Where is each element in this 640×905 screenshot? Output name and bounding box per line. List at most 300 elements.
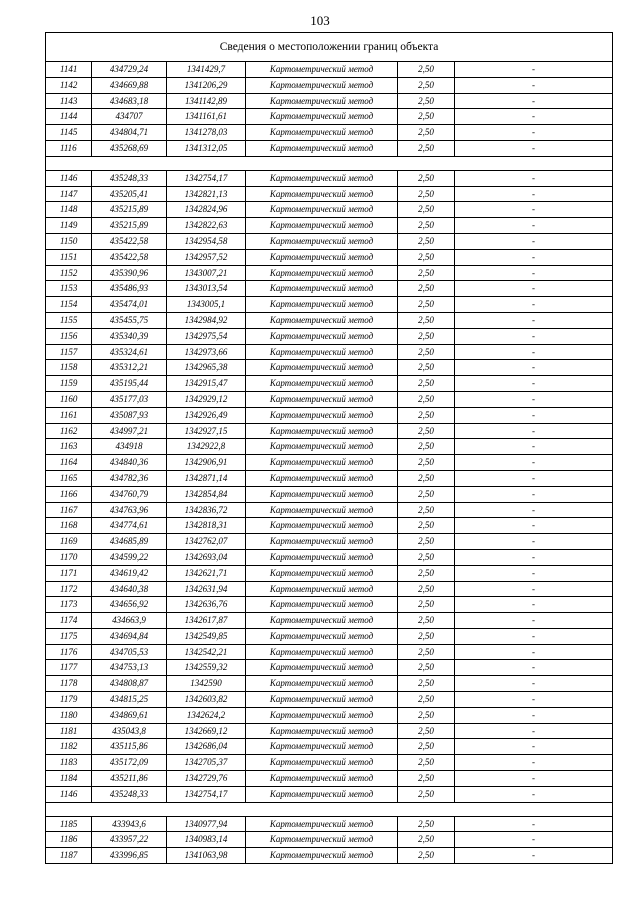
y-coordinate-cell: 1342669,12: [167, 724, 246, 739]
description-cell: -: [532, 694, 535, 705]
table-row: [46, 424, 612, 440]
accuracy-cell: 2,50: [398, 676, 455, 691]
y-coordinate-cell: 1340983,14: [167, 832, 246, 847]
table-row: [46, 613, 612, 629]
table-row: [46, 392, 612, 408]
x-coordinate-cell: 435422,58: [92, 234, 167, 249]
x-coordinate-cell: 434683,18: [92, 94, 167, 109]
y-coordinate-cell: 1342906,91: [167, 455, 246, 470]
point-number-cell: 1181: [46, 724, 92, 739]
method-cell: Картометрический метод: [246, 424, 398, 439]
x-coordinate-cell: 434656,92: [92, 597, 167, 612]
y-coordinate-cell: 1342821,13: [167, 187, 246, 202]
point-number-cell: 1157: [46, 345, 92, 360]
point-number-cell: 1143: [46, 94, 92, 109]
method-cell: Картометрический метод: [246, 787, 398, 802]
method-cell: Картометрический метод: [246, 455, 398, 470]
point-number-cell: 1183: [46, 755, 92, 770]
y-coordinate-cell: 1342754,17: [167, 171, 246, 186]
method-cell: Картометрический метод: [246, 645, 398, 660]
point-number-cell: 1178: [46, 676, 92, 691]
x-coordinate-cell: 434753,13: [92, 660, 167, 675]
description-cell: -: [532, 188, 535, 199]
description-cell: -: [532, 662, 535, 673]
accuracy-cell: 2,50: [398, 141, 455, 156]
table-row: [46, 629, 612, 645]
point-number-cell: 1145: [46, 125, 92, 140]
description-cell: -: [532, 818, 535, 829]
y-coordinate-cell: 1341063,98: [167, 848, 246, 863]
table-row: [46, 692, 612, 708]
table-row: [46, 534, 612, 550]
accuracy-cell: 2,50: [398, 597, 455, 612]
table-row: [46, 724, 612, 740]
point-number-cell: 1164: [46, 455, 92, 470]
y-coordinate-cell: 1341142,89: [167, 94, 246, 109]
method-cell: Картометрический метод: [246, 187, 398, 202]
accuracy-cell: 2,50: [398, 629, 455, 644]
x-coordinate-cell: 434763,96: [92, 503, 167, 518]
accuracy-cell: 2,50: [398, 739, 455, 754]
description-cell: -: [532, 615, 535, 626]
description-cell: -: [532, 425, 535, 436]
accuracy-cell: 2,50: [398, 518, 455, 533]
description-cell: -: [532, 709, 535, 720]
x-coordinate-cell: 434918: [92, 439, 167, 454]
y-coordinate-cell: 1342559,32: [167, 660, 246, 675]
method-cell: Картометрический метод: [246, 708, 398, 723]
x-coordinate-cell: 435043,8: [92, 724, 167, 739]
y-coordinate-cell: 1342621,71: [167, 566, 246, 581]
table-row: [46, 345, 612, 361]
table-row: [46, 787, 612, 803]
description-cell: -: [532, 95, 535, 106]
accuracy-cell: 2,50: [398, 692, 455, 707]
method-cell: Картометрический метод: [246, 676, 398, 691]
description-cell: -: [532, 251, 535, 262]
table-row: [46, 676, 612, 692]
accuracy-cell: 2,50: [398, 234, 455, 249]
accuracy-cell: 2,50: [398, 755, 455, 770]
y-coordinate-cell: 1342624,2: [167, 708, 246, 723]
method-cell: Картометрический метод: [246, 313, 398, 328]
method-cell: Картометрический метод: [246, 218, 398, 233]
point-number-cell: 1146: [46, 171, 92, 186]
table-row: [46, 739, 612, 755]
accuracy-cell: 2,50: [398, 708, 455, 723]
group-separator-row: [46, 157, 612, 171]
x-coordinate-cell: 434705,53: [92, 645, 167, 660]
point-number-cell: 1170: [46, 550, 92, 565]
x-coordinate-cell: 433957,22: [92, 832, 167, 847]
table-row: [46, 78, 612, 94]
point-number-cell: 1146: [46, 787, 92, 802]
table-row: [46, 550, 612, 566]
accuracy-cell: 2,50: [398, 62, 455, 77]
description-cell: -: [532, 488, 535, 499]
accuracy-cell: 2,50: [398, 550, 455, 565]
description-cell: -: [532, 441, 535, 452]
description-cell: -: [532, 64, 535, 74]
table-row: [46, 360, 612, 376]
description-cell: -: [532, 172, 535, 183]
point-number-cell: 1156: [46, 329, 92, 344]
x-coordinate-cell: 434707: [92, 109, 167, 124]
y-coordinate-cell: 1342915,47: [167, 376, 246, 391]
description-cell: -: [532, 583, 535, 594]
table-row: [46, 518, 612, 534]
method-cell: Картометрический метод: [246, 392, 398, 407]
table-row: [46, 94, 612, 110]
y-coordinate-cell: 1342954,58: [167, 234, 246, 249]
table-row: [46, 250, 612, 266]
table-row: [46, 266, 612, 282]
description-cell: -: [532, 127, 535, 138]
point-number-cell: 1165: [46, 471, 92, 486]
description-cell: -: [532, 741, 535, 752]
x-coordinate-cell: 434619,42: [92, 566, 167, 581]
x-coordinate-cell: 434782,36: [92, 471, 167, 486]
point-number-cell: 1180: [46, 708, 92, 723]
x-coordinate-cell: 435390,96: [92, 266, 167, 281]
description-cell: -: [532, 204, 535, 215]
y-coordinate-cell: 1342965,38: [167, 360, 246, 375]
y-coordinate-cell: 1342984,92: [167, 313, 246, 328]
table-row: [46, 597, 612, 613]
x-coordinate-cell: 434599,22: [92, 550, 167, 565]
point-number-cell: 1179: [46, 692, 92, 707]
group-separator-row: [46, 803, 612, 817]
point-number-cell: 1163: [46, 439, 92, 454]
accuracy-cell: 2,50: [398, 771, 455, 786]
point-number-cell: 1153: [46, 281, 92, 296]
description-cell: -: [532, 378, 535, 389]
x-coordinate-cell: 435312,21: [92, 360, 167, 375]
method-cell: Картометрический метод: [246, 171, 398, 186]
description-cell: -: [532, 472, 535, 483]
table-row: [46, 125, 612, 141]
y-coordinate-cell: 1342957,52: [167, 250, 246, 265]
point-number-cell: 1186: [46, 832, 92, 847]
method-cell: Картометрический метод: [246, 755, 398, 770]
description-cell: -: [532, 299, 535, 310]
y-coordinate-cell: 1342927,15: [167, 424, 246, 439]
x-coordinate-cell: 434669,88: [92, 78, 167, 93]
table-row: [46, 708, 612, 724]
table-body: [46, 62, 612, 863]
description-cell: -: [532, 757, 535, 768]
y-coordinate-cell: 1342871,14: [167, 471, 246, 486]
y-coordinate-cell: 1342542,21: [167, 645, 246, 660]
accuracy-cell: 2,50: [398, 660, 455, 675]
method-cell: Картометрический метод: [246, 408, 398, 423]
point-number-cell: 1171: [46, 566, 92, 581]
accuracy-cell: 2,50: [398, 218, 455, 233]
description-cell: -: [532, 678, 535, 689]
table-row: [46, 62, 612, 78]
method-cell: Картометрический метод: [246, 109, 398, 124]
y-coordinate-cell: 1342631,94: [167, 582, 246, 597]
x-coordinate-cell: 435211,86: [92, 771, 167, 786]
method-cell: Картометрический метод: [246, 360, 398, 375]
accuracy-cell: 2,50: [398, 125, 455, 140]
accuracy-cell: 2,50: [398, 424, 455, 439]
description-cell: -: [532, 834, 535, 845]
x-coordinate-cell: 435422,58: [92, 250, 167, 265]
table-row: [46, 503, 612, 519]
x-coordinate-cell: 435268,69: [92, 141, 167, 156]
y-coordinate-cell: 1341312,05: [167, 141, 246, 156]
method-cell: Картометрический метод: [246, 281, 398, 296]
accuracy-cell: 2,50: [398, 313, 455, 328]
x-coordinate-cell: 435340,39: [92, 329, 167, 344]
method-cell: Картометрический метод: [246, 660, 398, 675]
point-number-cell: 1155: [46, 313, 92, 328]
y-coordinate-cell: 1343013,54: [167, 281, 246, 296]
x-coordinate-cell: 435172,09: [92, 755, 167, 770]
method-cell: Картометрический метод: [246, 376, 398, 391]
table-row: [46, 645, 612, 661]
y-coordinate-cell: 1341161,61: [167, 109, 246, 124]
method-cell: Картометрический метод: [246, 613, 398, 628]
x-coordinate-cell: 434694,84: [92, 629, 167, 644]
y-coordinate-cell: 1342705,37: [167, 755, 246, 770]
method-cell: Картометрический метод: [246, 250, 398, 265]
method-cell: Картометрический метод: [246, 582, 398, 597]
description-cell: -: [532, 551, 535, 562]
table-row: [46, 109, 612, 125]
point-number-cell: 1144: [46, 109, 92, 124]
y-coordinate-cell: 1342822,63: [167, 218, 246, 233]
y-coordinate-cell: 1342686,04: [167, 739, 246, 754]
y-coordinate-cell: 1341429,7: [167, 62, 246, 77]
method-cell: Картометрический метод: [246, 487, 398, 502]
x-coordinate-cell: 434663,9: [92, 613, 167, 628]
y-coordinate-cell: 1341278,03: [167, 125, 246, 140]
table-row: [46, 471, 612, 487]
x-coordinate-cell: 434815,25: [92, 692, 167, 707]
accuracy-cell: 2,50: [398, 94, 455, 109]
accuracy-cell: 2,50: [398, 171, 455, 186]
description-cell: -: [532, 850, 535, 861]
description-cell: -: [532, 267, 535, 278]
point-number-cell: 1168: [46, 518, 92, 533]
x-coordinate-cell: 435248,33: [92, 787, 167, 802]
method-cell: Картометрический метод: [246, 266, 398, 281]
y-coordinate-cell: 1342975,54: [167, 329, 246, 344]
method-cell: Картометрический метод: [246, 534, 398, 549]
point-number-cell: 1182: [46, 739, 92, 754]
point-number-cell: 1147: [46, 187, 92, 202]
method-cell: Картометрический метод: [246, 94, 398, 109]
method-cell: Картометрический метод: [246, 550, 398, 565]
point-number-cell: 1173: [46, 597, 92, 612]
y-coordinate-cell: 1342617,87: [167, 613, 246, 628]
description-cell: -: [532, 646, 535, 657]
y-coordinate-cell: 1342929,12: [167, 392, 246, 407]
description-cell: -: [532, 773, 535, 784]
y-coordinate-cell: 1342818,31: [167, 518, 246, 533]
table-row: [46, 376, 612, 392]
table-row: [46, 281, 612, 297]
method-cell: Картометрический метод: [246, 739, 398, 754]
accuracy-cell: 2,50: [398, 187, 455, 202]
accuracy-cell: 2,50: [398, 408, 455, 423]
method-cell: Картометрический метод: [246, 78, 398, 93]
accuracy-cell: 2,50: [398, 582, 455, 597]
x-coordinate-cell: 435087,93: [92, 408, 167, 423]
description-cell: -: [532, 536, 535, 547]
table-row: [46, 582, 612, 598]
method-cell: Картометрический метод: [246, 297, 398, 312]
table-row: [46, 234, 612, 250]
method-cell: Картометрический метод: [246, 141, 398, 156]
accuracy-cell: 2,50: [398, 250, 455, 265]
table-row: [46, 313, 612, 329]
x-coordinate-cell: 435455,75: [92, 313, 167, 328]
table-title: Сведения о местоположении границ объекта: [46, 33, 612, 62]
method-cell: Картометрический метод: [246, 817, 398, 832]
point-number-cell: 1141: [46, 62, 92, 77]
point-number-cell: 1174: [46, 613, 92, 628]
table-row: [46, 832, 612, 848]
page-number: 103: [310, 13, 330, 28]
x-coordinate-cell: 434685,89: [92, 534, 167, 549]
accuracy-cell: 2,50: [398, 471, 455, 486]
point-number-cell: 1176: [46, 645, 92, 660]
point-number-cell: 1152: [46, 266, 92, 281]
accuracy-cell: 2,50: [398, 297, 455, 312]
accuracy-cell: 2,50: [398, 613, 455, 628]
x-coordinate-cell: 435205,41: [92, 187, 167, 202]
accuracy-cell: 2,50: [398, 202, 455, 217]
x-coordinate-cell: 434840,36: [92, 455, 167, 470]
description-cell: -: [532, 314, 535, 325]
accuracy-cell: 2,50: [398, 817, 455, 832]
method-cell: Картометрический метод: [246, 771, 398, 786]
table-row: [46, 218, 612, 234]
table-row: [46, 171, 612, 187]
accuracy-cell: 2,50: [398, 439, 455, 454]
x-coordinate-cell: 434808,87: [92, 676, 167, 691]
y-coordinate-cell: 1342754,17: [167, 787, 246, 802]
description-cell: -: [532, 346, 535, 357]
y-coordinate-cell: 1342693,04: [167, 550, 246, 565]
y-coordinate-cell: 1342549,85: [167, 629, 246, 644]
accuracy-cell: 2,50: [398, 503, 455, 518]
description-cell: -: [532, 235, 535, 246]
point-number-cell: 1162: [46, 424, 92, 439]
point-number-cell: 1167: [46, 503, 92, 518]
description-cell: -: [532, 788, 535, 799]
y-coordinate-cell: 1342973,66: [167, 345, 246, 360]
method-cell: Картометрический метод: [246, 329, 398, 344]
method-cell: Картометрический метод: [246, 692, 398, 707]
description-cell: -: [532, 457, 535, 468]
table-row: [46, 817, 612, 833]
method-cell: Картометрический метод: [246, 345, 398, 360]
x-coordinate-cell: 434640,38: [92, 582, 167, 597]
y-coordinate-cell: 1343007,21: [167, 266, 246, 281]
point-number-cell: 1187: [46, 848, 92, 863]
x-coordinate-cell: 434760,79: [92, 487, 167, 502]
accuracy-cell: 2,50: [398, 109, 455, 124]
x-coordinate-cell: 435177,03: [92, 392, 167, 407]
x-coordinate-cell: 435215,89: [92, 202, 167, 217]
table-row: [46, 755, 612, 771]
accuracy-cell: 2,50: [398, 848, 455, 863]
description-cell: -: [532, 330, 535, 341]
method-cell: Картометрический метод: [246, 202, 398, 217]
y-coordinate-cell: 1341206,29: [167, 78, 246, 93]
point-number-cell: 1148: [46, 202, 92, 217]
x-coordinate-cell: 435195,44: [92, 376, 167, 391]
coordinates-table: [45, 32, 613, 864]
y-coordinate-cell: 1342590: [167, 676, 246, 691]
method-cell: Картометрический метод: [246, 518, 398, 533]
point-number-cell: 1185: [46, 817, 92, 832]
description-cell: -: [532, 725, 535, 736]
description-cell: -: [532, 409, 535, 420]
accuracy-cell: 2,50: [398, 78, 455, 93]
accuracy-cell: 2,50: [398, 832, 455, 847]
table-row: [46, 487, 612, 503]
point-number-cell: 1160: [46, 392, 92, 407]
y-coordinate-cell: 1342926,49: [167, 408, 246, 423]
x-coordinate-cell: 433996,85: [92, 848, 167, 863]
table-row: [46, 202, 612, 218]
accuracy-cell: 2,50: [398, 566, 455, 581]
description-cell: -: [532, 520, 535, 531]
description-cell: -: [532, 504, 535, 515]
accuracy-cell: 2,50: [398, 345, 455, 360]
table-row: [46, 141, 612, 157]
table-row: [46, 455, 612, 471]
y-coordinate-cell: 1342824,96: [167, 202, 246, 217]
accuracy-cell: 2,50: [398, 360, 455, 375]
method-cell: Картометрический метод: [246, 832, 398, 847]
description-cell: -: [532, 567, 535, 578]
accuracy-cell: 2,50: [398, 376, 455, 391]
method-cell: Картометрический метод: [246, 439, 398, 454]
x-coordinate-cell: 435474,01: [92, 297, 167, 312]
x-coordinate-cell: 434774,61: [92, 518, 167, 533]
point-number-cell: 1154: [46, 297, 92, 312]
x-coordinate-cell: 435486,93: [92, 281, 167, 296]
method-cell: Картометрический метод: [246, 597, 398, 612]
description-cell: -: [532, 393, 535, 404]
point-number-cell: 1116: [46, 141, 92, 156]
table-row: [46, 771, 612, 787]
accuracy-cell: 2,50: [398, 329, 455, 344]
y-coordinate-cell: 1342603,82: [167, 692, 246, 707]
table-row: [46, 329, 612, 345]
y-coordinate-cell: 1342836,72: [167, 503, 246, 518]
method-cell: Картометрический метод: [246, 62, 398, 77]
x-coordinate-cell: 434997,21: [92, 424, 167, 439]
table-row: [46, 297, 612, 313]
y-coordinate-cell: 1342922,8: [167, 439, 246, 454]
point-number-cell: 1184: [46, 771, 92, 786]
point-number-cell: 1161: [46, 408, 92, 423]
description-cell: -: [532, 599, 535, 610]
method-cell: Картометрический метод: [246, 566, 398, 581]
table-row: [46, 660, 612, 676]
point-number-cell: 1158: [46, 360, 92, 375]
y-coordinate-cell: 1340977,94: [167, 817, 246, 832]
description-cell: -: [532, 142, 535, 153]
method-cell: Картометрический метод: [246, 629, 398, 644]
